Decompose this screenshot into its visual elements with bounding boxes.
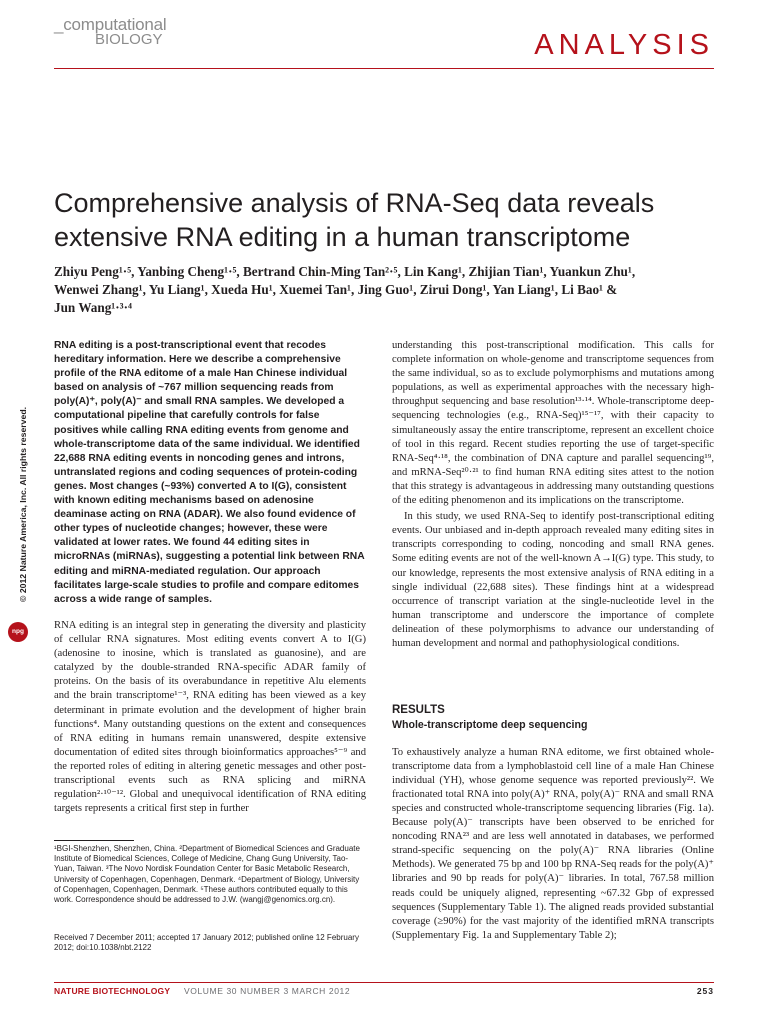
author-list bbox=[54, 263, 694, 317]
results-subheading: Whole-transcriptome deep sequencing bbox=[392, 719, 588, 731]
abstract: RNA editing is a post-transcriptional event that recodes hereditary information. Here we describe a comprehensive profile of the RNA editome of a male Han Chinese individual based on analysis of ~767 million sequencing reads from poly(A)⁺, poly(A)⁻ and small RNA samples. We developed a computational pipeline that carefully controls for false positives while calling RNA editing events from genome and whole-transcriptome data of the same individual. We identified 22,688 RNA editing events in noncoding genes and introns, untranslated regions and coding sequences of protein-coding genes. Most changes (~93%) converted A to I(G), consistent with known editing mechanisms based on adenosine deaminase acting on RNA (ADAR). We also found evidence of other types of nucleotide changes; however, these were validated at lower rates. We found 44 editing sites in microRNAs (miRNAs), suggesting a potential link between RNA editing and miRNA-mediated regulation. Our approach facilitates large-scale studies to profile and compare editomes across a wide range of samples. bbox=[54, 340, 365, 605]
copyright-text: © 2012 Nature America, Inc. All rights reserved. bbox=[18, 406, 28, 602]
received-dates: Received 7 December 2011; accepted 17 January 2012; published online 12 February 2012; doi:10.1038/nbt.2122 bbox=[54, 933, 359, 953]
article-title: Comprehensive analysis of RNA-Seq data reveals extensive RNA editing in a human transcriptome bbox=[54, 188, 655, 252]
intro-right-column bbox=[392, 339, 714, 651]
npg-logo: npg bbox=[8, 622, 28, 642]
journal-name: NATURE BIOTECHNOLOGY bbox=[54, 986, 171, 996]
footer-journal bbox=[54, 986, 170, 996]
intro-left-column bbox=[54, 619, 366, 816]
affiliations-footnote: ¹BGI-Shenzhen, Shenzhen, China. ²Department of Biomedical Sciences and Graduate Institute of Biomedical Sciences, College of Medicine, Chang Gung University, Tao-Yuan, Taiwan. ³The Novo Nordisk Foundation Center for Basic Metabolic Research, University of Copenhagen, Copenhagen, Denmark. ⁴Department of Biology, University of Copenhagen, Copenhagen, Denmark. ⁵These authors contributed equally to this work. Correspondence should be addressed to J.W. (wangj@genomics.org.cn). bbox=[54, 844, 360, 905]
intro-paragraph: understanding this post-transcriptional modification. This calls for complete information on whole-genome and transcriptome sequences from the same individual, so as to exclude polymorphisms and mutations among populations, as well as experimental approaches with the necessary high-throughput sequencing and base resolution¹³·¹⁴. Whole-transcriptome deep-sequencing technologies (e.g., RNA-Seq)¹⁵⁻¹⁷, with their capacity to simultaneously assay the entire transcriptome, represent an excellent choice of tool in this regard. Recent studies reporting the use of target-specific RNA-Seq⁴·¹⁸, the combination of DNA capture and parallel sequencing¹⁹, and mRNA-Seq²⁰·²¹ to find human RNA editing sites attest to the notion that this strategy is advantageous in addressing many outstanding questions of the editing phenomenon and its implications on the transcriptome. bbox=[392, 340, 714, 507]
author-line: Wenwei Zhang¹, Yu Liang¹, Xueda Hu¹, Xuemei Tan¹, Jing Guo¹, Zirui Dong¹, Yan Liang¹, Li Bao¹ & bbox=[54, 282, 618, 297]
results-paragraph: To exhaustively analyze a human RNA editome, we first obtained whole-transcriptome data from a lymphoblastoid cell line of a male Han Chinese individual (YH), whose genome sequence was reported previously²². We fractionated total RNA into poly(A)⁺ RNA, poly(A)⁻ RNA and small RNA species and constructed whole-transcriptome sequencing libraries (Fig. 1a). Because poly(A)⁻ transcripts have been observed to be enriched for noncoding RNA²³ and are less well annotated in databases, we performed strand-specific sequencing on the poly(A)⁻ RNA libraries (Online Methods). We generated 75 bp and 100 bp RNA-Seq reads for the poly(A)⁺ libraries and 90 bp reads for poly(A)⁻ libraries. In total, 767.58 million reads could be uniquely aligned, representing ~67.32 Gbp of expressed sequences (Supplementary Table 1). The aligned reads provided substantial coverage (≥90%) for the vast majority of the identified mRNA transcripts (Supplementary Fig. 1a and Supplementary Table 2); bbox=[392, 746, 714, 941]
author-line: Jun Wang¹·³·⁴ bbox=[54, 300, 132, 315]
footer-volume: VOLUME 30 NUMBER 3 MARCH 2012 bbox=[184, 986, 351, 996]
results-heading: RESULTS bbox=[392, 704, 445, 716]
brand-computational: _computational bbox=[54, 15, 167, 34]
section-label: ANALYSIS bbox=[534, 29, 714, 61]
intro-paragraph: In this study, we used RNA-Seq to identify post-transcriptional editing events. Our unbiased and in-depth approach revealed many editing sites in transcripts corresponding to coding, noncoding and small RNA genes. Some editing events are not of the well-known A→I(G) type. This study, to our knowledge, represents the most extensive analysis of RNA editing in a single individual (22,688 sites). These findings hint at a widespread occurrence of transcript variation at the single-nucleotide level in the human transcriptome and underscore the importance of complete delineation of these polymorphisms to advance our understanding of human development and normal and pathophysiological conditions. bbox=[392, 511, 714, 649]
intro-paragraph: RNA editing is an integral step in generating the diversity and plasticity of cellular RNA signatures. Most editing events convert A to I(G) (adenosine to inosine, which is translated as guanosine), and are catalyzed by the double-stranded RNA-specific ADAR family of proteins. On the basis of its overabundance in repetitive Alu elements and the brain transcriptome¹⁻³, RNA editing has been viewed as a key determinant in primate evolution and the development of higher brain functions⁴. Many outstanding questions on the extent and consequences of RNA editing in humans remain unanswered, despite extensive documentation of edited sites through bioinformatics approaches⁵⁻⁹ and the reported roles of editing in altering genetic messages and other post-transcriptional events such as RNA splicing and miRNA regulation²·¹⁰⁻¹². Global and unequivocal identification of RNA editing targets represents a critical first step in further bbox=[54, 620, 366, 815]
footer-divider bbox=[54, 982, 714, 983]
author-line: Zhiyu Peng¹·⁵, Yanbing Cheng¹·⁵, Bertrand Chin-Ming Tan²·⁵, Lin Kang¹, Zhijian Tian¹, Yuankun Zhu¹, bbox=[54, 264, 636, 279]
footnote-divider bbox=[54, 840, 134, 841]
page-number: 253 bbox=[696, 986, 714, 996]
brand-biology: BIOLOGY bbox=[95, 31, 163, 48]
results-body bbox=[392, 735, 714, 954]
header-divider bbox=[54, 68, 714, 69]
copyright-sidebar bbox=[12, 370, 36, 610]
